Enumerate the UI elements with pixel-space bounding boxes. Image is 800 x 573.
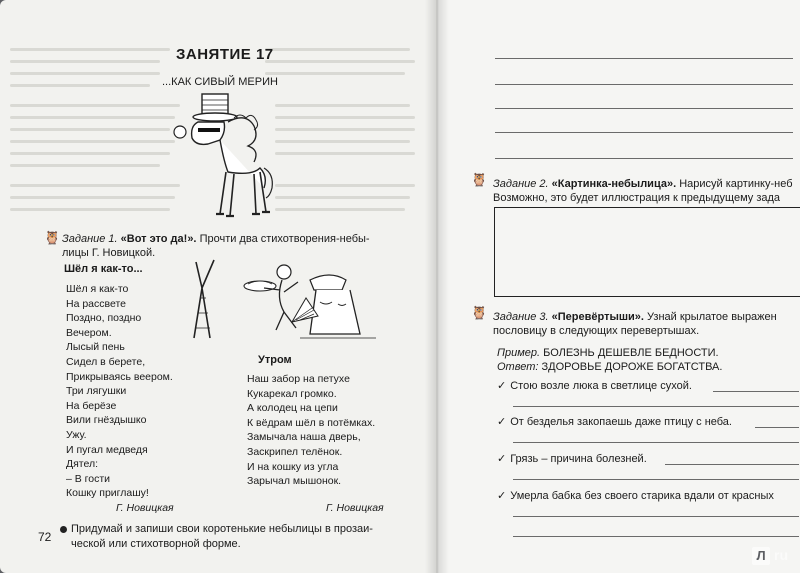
poem-line: Шёл я как-то	[66, 283, 129, 295]
poem-line: Кошку приглашу!	[66, 487, 149, 500]
answer-line[interactable]	[495, 84, 793, 85]
poem-line: И на кошку из угла	[247, 460, 339, 473]
task3-line2: пословицу в следующих перевертышах.	[493, 325, 700, 337]
poem-line: Вили гнёздышко	[66, 414, 147, 427]
owl-icon: 🦉	[44, 230, 61, 245]
lesson-title: ЗАНЯТИЕ 17	[176, 46, 274, 63]
checkmark-icon: ✓	[497, 453, 507, 465]
owl-icon: 🦉	[471, 172, 488, 187]
poem-line: Три лягушки	[66, 385, 127, 398]
answer-line[interactable]	[713, 391, 799, 392]
page-number: 72	[38, 530, 52, 544]
checkmark-icon: ✓	[497, 380, 507, 392]
item-4: ✓ Умерла бабка без своего старика вдали от красных	[497, 490, 774, 502]
poem-line: Заскрипел телёнок.	[247, 445, 343, 458]
answer-line[interactable]	[513, 406, 799, 407]
right-page	[437, 0, 800, 573]
poem-line: Лысый пень	[66, 341, 125, 354]
answer-line[interactable]	[495, 132, 793, 133]
task1-line1: Задание 1. «Вот это да!». Прочти два стихотворения-небы-	[62, 233, 370, 245]
answer-line[interactable]	[495, 58, 793, 59]
bullet-dot-icon	[60, 526, 67, 533]
poem-line: На рассвете	[66, 297, 127, 310]
task3-line1: Задание 3. «Перевёртыши». Узнай крылатое выражен	[493, 311, 777, 323]
poem-line: Кукарекал громко.	[247, 387, 337, 400]
answer-example-line: Ответ: ЗДОРОВЬЕ ДОРОЖЕ БОГАТСТВА.	[497, 361, 723, 373]
poem1-author: Г. Новицкая	[116, 502, 174, 514]
task2-line1: Задание 2. «Картинка-небылица». Нарисуй картинку-неб	[493, 178, 793, 190]
book-spine	[425, 0, 449, 573]
assignment-line1: Придумай и запиши свои коротенькие небылицы в прозаи-	[60, 522, 373, 536]
answer-line[interactable]	[513, 479, 799, 480]
lesson-subtitle: ...КАК СИВЫЙ МЕРИН	[162, 76, 278, 88]
item-3: ✓ Грязь – причина болезней.	[497, 453, 647, 465]
poem1-lines	[66, 282, 173, 501]
poem2-lines	[247, 372, 375, 489]
poem-line: Ужу.	[66, 428, 87, 441]
poem-line: А колодец на цепи	[247, 402, 338, 415]
answer-line[interactable]	[755, 427, 799, 428]
poem-line: Вечером.	[66, 326, 112, 339]
checkmark-icon: ✓	[497, 416, 507, 428]
poem2-author: Г. Новицкая	[326, 502, 384, 514]
answer-line[interactable]	[513, 536, 799, 537]
item-2: ✓ От безделья закопаешь даже птицу с неба.	[497, 416, 732, 428]
example-line: Пример. БОЛЕЗНЬ ДЕШЕВЛЕ БЕДНОСТИ.	[497, 347, 719, 359]
task1-line2: лицы Г. Новицкой.	[62, 247, 156, 259]
poem-line: На берёзе	[66, 399, 117, 412]
answer-line[interactable]	[495, 158, 793, 159]
poem-line: К вёдрам шёл в потёмках.	[247, 416, 376, 429]
answer-line[interactable]	[665, 464, 799, 465]
logo-icon: Л	[752, 547, 770, 565]
poem-line: Зарычал мышонок.	[247, 475, 342, 488]
horse-illustration	[168, 92, 280, 224]
assignment-line2: ческой или стихотворной форме.	[71, 538, 241, 550]
answer-line[interactable]	[513, 442, 799, 443]
task2-line2: Возможно, это будет иллюстрация к предыдущему зада	[493, 192, 781, 204]
poem-line: Наш забор на петухе	[247, 373, 350, 385]
watermark: Л ru	[752, 547, 788, 565]
owl-icon: 🦉	[471, 305, 488, 320]
poem-line: Дятел:	[66, 458, 99, 471]
tree-frog-illustration	[180, 258, 380, 340]
poem1-title: Шёл я как-то...	[64, 263, 143, 275]
poem2-title: Утром	[258, 354, 292, 366]
drawing-box[interactable]	[494, 207, 800, 297]
answer-line[interactable]	[495, 108, 793, 109]
poem-line: И пугал медведя	[66, 443, 148, 456]
poem-line: Замычала наша дверь,	[247, 431, 361, 444]
poem-line: – В гости	[66, 472, 111, 485]
poem-line: Сидел в берете,	[66, 355, 146, 368]
answer-line[interactable]	[513, 516, 799, 517]
poem-line: Поздно, поздно	[66, 312, 142, 325]
item-1: ✓ Стою возле люка в светлице сухой.	[497, 380, 692, 392]
checkmark-icon: ✓	[497, 490, 507, 502]
poem-line: Прикрываясь веером.	[66, 370, 173, 383]
